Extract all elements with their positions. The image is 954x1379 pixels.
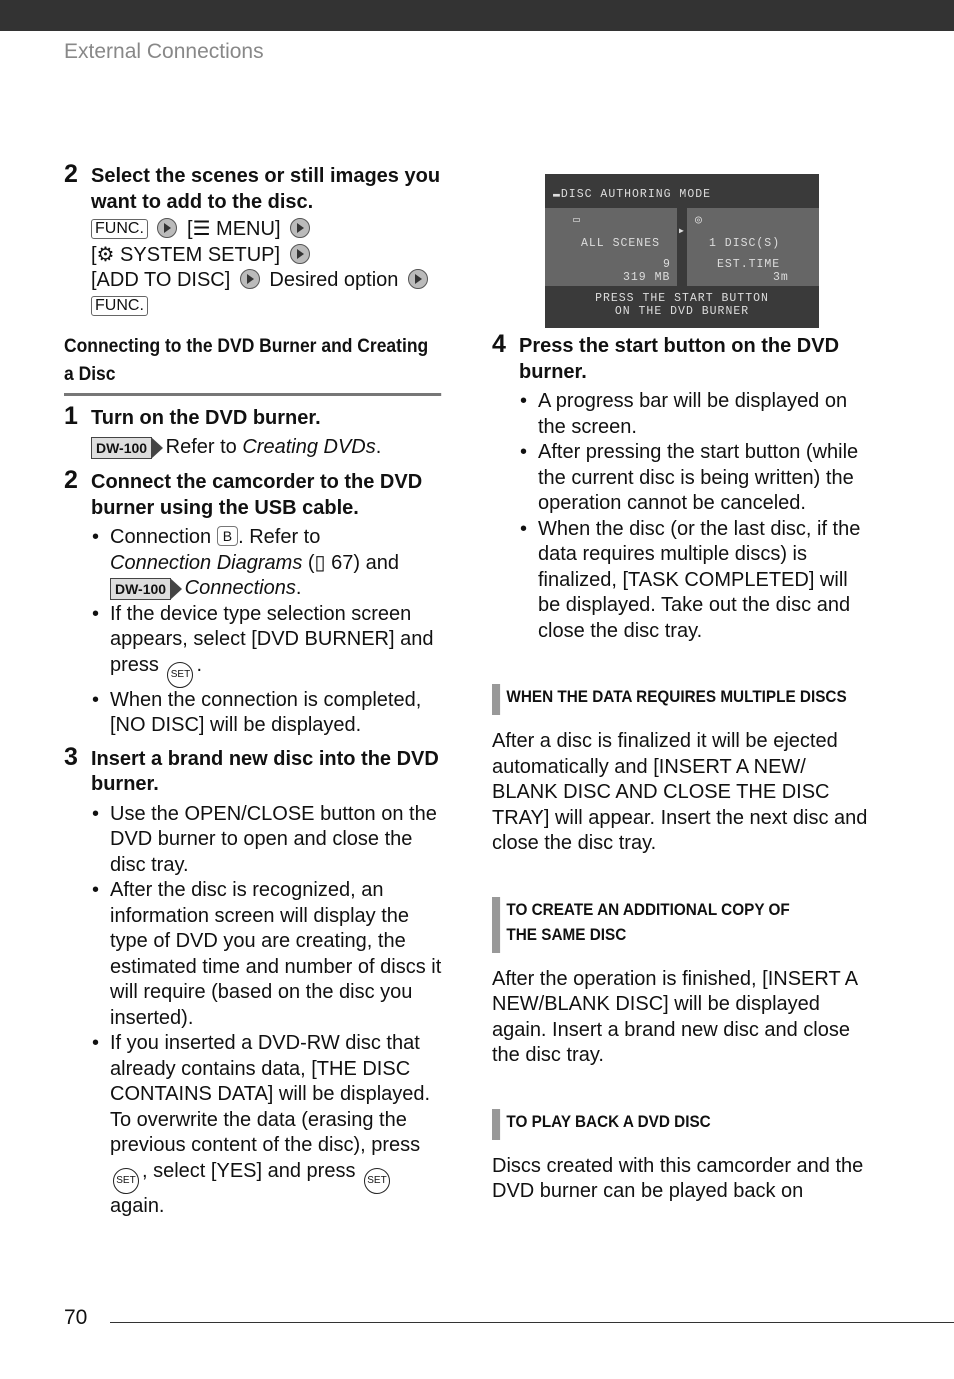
step-select-scenes [64,160,444,215]
func-key: FUNC. [91,296,148,316]
arrow-icon [240,269,260,289]
paragraph: After the operation is finished, [INSERT A NEW/BLANK DISC] will be displayed again. Insert a brand new disc and close the disc tray. [492,967,858,1066]
page-number: 70 [64,1306,88,1329]
lcd-screen [545,174,819,328]
step-number: 1 [64,402,78,430]
bullet-list [492,389,872,644]
text: , select [YES] and press [142,1159,356,1182]
func-key: FUNC. [91,219,148,239]
step-turn-on [64,402,444,432]
screen-footer [545,292,819,318]
set-button-icon: SET [113,1168,139,1194]
list-item [110,602,444,688]
text: . [196,653,203,676]
step-number: 2 [64,160,78,188]
subheading: Connecting to the DVD Burner and Creating a Disc [64,333,441,396]
disc-count: 1 DISC(S) [709,237,781,250]
top-bar [0,0,954,31]
step-number: 3 [64,742,78,771]
list-item: • When the disc (or the last disc, if the data requires multiple discs) is finalized, [TASK COMPLETED] will be displayed. Take out the disc and close the disc tray. [538,517,872,645]
ref-suffix: . [375,435,382,458]
ref-prefix: Refer to [165,435,237,458]
est-time-label: EST.TIME [717,258,781,271]
text: again. [110,1194,165,1217]
section-header: External Connections [64,40,264,63]
list-item: • When the connection is completed, [NO DISC] will be displayed. [110,688,444,739]
all-scenes: ALL SCENES [581,237,661,250]
step-press-start [492,330,872,385]
bullet-list [64,525,444,739]
text: If you inserted a DVD-RW disc that already contains data, [THE DISC CONTAINS DATA] will be displayed. To overwrite the data (erasing the previous content of the disc), press [110,1032,431,1156]
text: If the device type selection screen appears, select [DVD BURNER] and press [110,602,434,676]
text: . [295,577,302,599]
list-item [110,1031,444,1219]
disc-size: 319 MB [623,271,671,284]
arrow-icon [290,244,310,264]
disc-icon: ◎ [695,214,703,227]
list-item [110,525,444,602]
section-heading: WHEN THE DATA REQUIRES MULTIPLE DISCS [492,684,875,709]
screen-title: ▬DISC AUTHORING MODE [553,188,712,201]
ref-title: Creating DVDs [242,435,376,458]
screen-title-text: DISC AUTHORING MODE [560,188,712,201]
step-insert [64,742,444,798]
list-item: • After the disc is recognized, an information screen will display the type of DVD you are creating, the estimated time and number of discs it will require (based on the disc you inserted). [110,878,444,1031]
section-heading: TO CREATE AN ADDITIONAL COPY OF THE SAME DISC [492,897,812,947]
paragraph: After a disc is finalized it will be ejected automatically and [INSERT A NEW/ BLANK DISC AND CLOSE THE DISC TRAY] will appear. Insert the next disc and close the disc tray. [492,730,868,854]
connection-callout: B [217,526,238,546]
footer-rule [110,1322,954,1323]
scene-count: 9 [663,258,671,271]
set-button-icon: SET [364,1168,390,1194]
arrow-icon [290,218,310,238]
set-button-icon: SET [167,662,193,688]
step-title: Connect the camcorder to the DVD burner using the USB cable. [91,471,423,519]
menu-label: [☰ MENU] [187,218,281,240]
footer-line: ON THE DVD BURNER [614,305,750,318]
dw100-badge: DW-100 [91,437,152,459]
arrow-icon [157,218,177,238]
list-item: • After pressing the start button (while the current disc is being written) the operation cannot be canceled. [538,440,872,517]
add-to-disc-label: [ADD TO DISC] [91,269,231,291]
step-ref [64,435,444,461]
section-heading: TO PLAY BACK A DVD DISC [492,1109,875,1134]
dw100-badge: DW-100 [110,578,171,600]
system-setup-label: [⚙ SYSTEM SETUP] [91,243,281,266]
step-title: Insert a brand new disc into the DVD burner. [91,747,439,795]
step-title: Select the scenes or still images you want to add to the disc. [91,165,441,213]
camera-icon: ▭ [573,214,581,227]
est-time-value: 3m [773,271,789,284]
step-number: 4 [492,330,506,358]
step-connect [64,466,444,521]
arrow-icon: ▶ [679,227,685,236]
step-title: Press the start button on the DVD burner. [519,335,840,383]
footer-line: PRESS THE START BUTTON [595,292,769,305]
text: Connection [110,526,212,548]
text: . Refer to [238,526,321,548]
desired-option-label: Desired option [269,269,399,291]
list-item: • Use the OPEN/CLOSE button on the DVD burner to open and close the disc tray. [110,802,444,879]
text: Connection Diagrams [110,551,303,574]
right-column [492,330,872,1205]
text: Connections [184,577,296,599]
menu-path [64,217,444,319]
step-title: Turn on the DVD burner. [91,407,321,429]
bullet-list [64,802,444,1220]
text: (▯ 67) and [307,551,399,574]
arrow-icon [408,269,428,289]
step-number: 2 [64,466,78,494]
paragraph: Discs created with this camcorder and the DVD burner can be played back on [492,1154,864,1202]
list-item: • A progress bar will be displayed on the screen. [538,389,872,440]
left-column [64,158,444,1219]
